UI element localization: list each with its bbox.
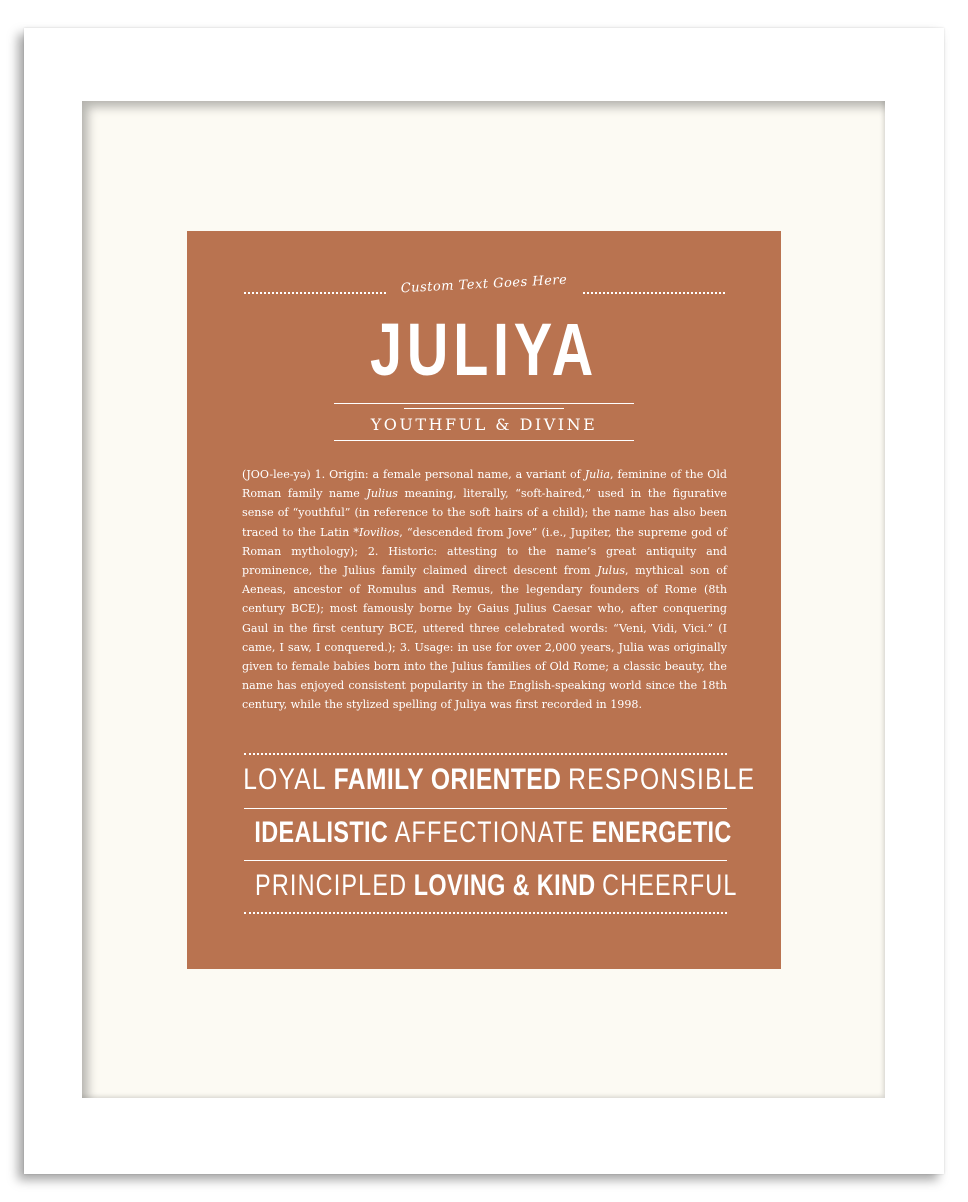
definition-italic: *Iovilios (353, 525, 400, 539)
trait: LOYAL (243, 763, 327, 796)
name-meaning: YOUTHFUL & DIVINE (370, 415, 598, 434)
definition-text: (JOO-lee-yə) 1. Origin: a female personal name, a variant of (242, 468, 585, 481)
traits-row (187, 869, 781, 903)
traits-row (187, 763, 781, 797)
name-definition (242, 465, 727, 715)
meaning-rule-bottom (334, 440, 634, 441)
definition-italic: Julus (597, 564, 626, 578)
trait: IDEALISTIC (254, 816, 389, 849)
trait: LOVING & KIND (413, 869, 596, 902)
definition-text: , “descended from Jove” (i.e., Jupiter, the supreme god of Roman mythology); 2. Historic: attesting to the name’s great antiquity and prominence, the Julius family claimed direct descent from (242, 525, 727, 578)
custom-text: Custom Text Goes Here (400, 272, 568, 297)
definition-italic: Julius (366, 487, 398, 501)
dotted-divider-traits-top (244, 753, 727, 755)
trait: RESPONSIBLE (568, 763, 756, 796)
dotted-divider-traits-bottom (244, 912, 727, 914)
name-print (187, 231, 781, 969)
print-name: JULIYA (369, 308, 599, 391)
traits-row (187, 816, 781, 850)
trait: FAMILY ORIENTED (333, 763, 562, 796)
trait: ENERGETIC (591, 816, 732, 849)
definition-text: , mythical son of Aeneas, ancestor of Romulus and Remus, the legendary founders of Rome (8th century BCE); most famously borne by Gaius Julius Caesar who, after conquering Gaul in the first century BCE, uttered three celebrated words: “Veni, Vidi, Vici.” (I came, I saw, I conquered.); 3. Usage: in use for over 2,000 years, Julia was originally given to female babies born into the Julius families of Old Rome; a classic beauty, the name has enjoyed consistent popularity in the English-speaking world since the 18th century, while the stylized spelling of Juliya was first recorded in 1998. (242, 564, 727, 712)
dotted-divider-top-right (583, 292, 725, 294)
trait: AFFECTIONATE (394, 816, 586, 849)
definition-text: meaning, literally, “soft-haired,” used in the figurative sense of “youthful” (in reference to the soft hairs of a child); the name has also been traced to the Latin (242, 487, 727, 539)
traits-rule (244, 860, 727, 861)
trait: PRINCIPLED (255, 869, 408, 902)
traits-rule (244, 808, 727, 809)
meaning-rule-top-short (404, 408, 564, 409)
definition-italic: Julia (584, 468, 611, 481)
trait: CHEERFUL (602, 869, 738, 902)
definition-text: , feminine of the Old Roman family name (242, 468, 727, 501)
meaning-rule-top (334, 403, 634, 404)
